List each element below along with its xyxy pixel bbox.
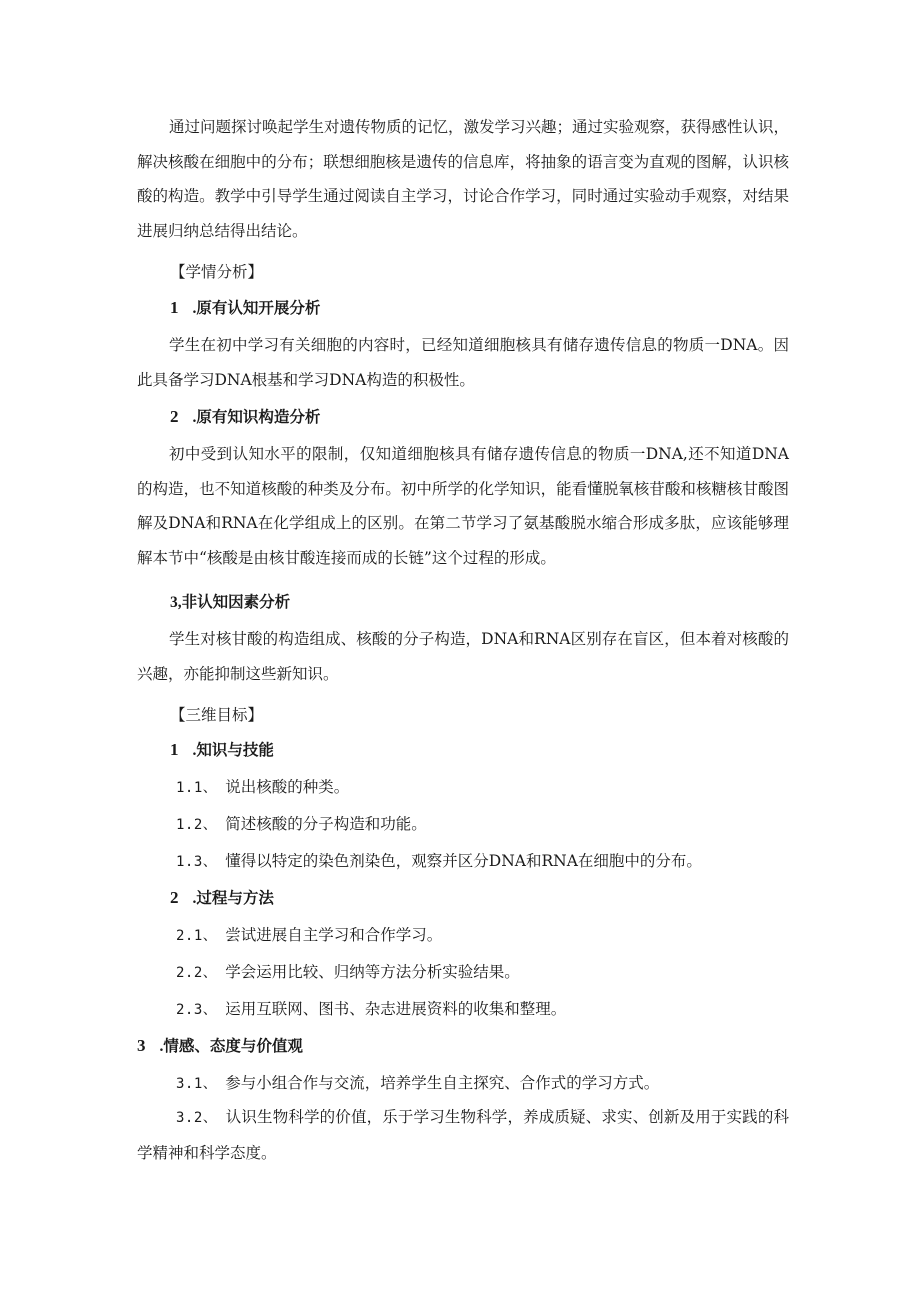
goal-text: .情感、态度与价值观 — [159, 1038, 303, 1055]
goal-item — [176, 925, 442, 946]
section-heading-learner-analysis: 【学情分析】 — [170, 263, 264, 281]
goal-item-text: 简述核酸的分子构造和功能。 — [225, 815, 427, 833]
goal-number: 3 — [137, 1036, 146, 1055]
subheading-text: 3,非认知因素分析 — [170, 594, 291, 611]
goal-item-text: 参与小组合作与交流，培养学生自主探究、合作式的学习方式。 — [225, 1074, 660, 1092]
subheading-2 — [170, 407, 320, 428]
goal-item-number: 1.2、 — [176, 817, 218, 833]
goal-item — [176, 962, 520, 983]
goal-item-number: 1.3、 — [176, 854, 218, 870]
goal-item — [176, 1073, 659, 1094]
goal-heading-2 — [170, 888, 274, 909]
goal-text: .过程与方法 — [192, 890, 274, 907]
goal-item-text: 懂得以特定的染色剂染色，观察并区分DNA和RNA在细胞中的分布。 — [225, 852, 702, 870]
goal-item-text: 尝试进展自主学习和合作学习。 — [225, 926, 443, 944]
goal-item — [176, 777, 349, 798]
subheading-1 — [170, 298, 320, 319]
goal-item — [176, 851, 702, 872]
goal-item-number: 2.1、 — [176, 928, 218, 944]
goal-number: 1 — [170, 740, 179, 759]
goal-item-number: 3.1、 — [176, 1076, 218, 1092]
paragraph-noncognitive: 学生对核甘酸的构造组成、核酸的分子构造，DNA和RNA区别存在盲区，但本着对核酸的兴趣，亦能抑制这些新知识。 — [137, 630, 789, 683]
goal-item-wrapped — [137, 1100, 789, 1170]
subheading-text: .原有认知开展分析 — [192, 300, 321, 317]
paragraph-knowledge-structure: 初中受到认知水平的限制，仅知道细胞核具有储存遗传信息的物质一DNA,还不知道DNA的构造，也不知道核酸的种类及分布。初中所学的化学知识，能看懂脱氧核苷酸和核糖核甘酸图解及DNA和RNA在化学组成上的区别。在第二节学习了氨基酸脱水缩合形成多肽，应该能够理解本节中“核酸是由核甘酸连接而成的长链”这个过程的形成。 — [137, 445, 789, 567]
goal-item-number: 3.2、 — [176, 1110, 218, 1126]
subheading-3 — [170, 592, 290, 613]
goal-item-text: 认识生物科学的价值，乐于学习生物科学，养成质疑、求实、创新及用于实践的科学精神和科学态度。 — [137, 1108, 789, 1162]
subheading-number: 2 — [170, 407, 179, 426]
goal-item — [176, 999, 566, 1020]
paragraph-cognition: 学生在初中学习有关细胞的内容时，已经知道细胞核具有储存遗传信息的物质一DNA。因此具备学习DNA根基和学习DNA构造的积极性。 — [137, 336, 789, 389]
goal-item-number: 2.3、 — [176, 1002, 218, 1018]
goal-item-text: 说出核酸的种类。 — [225, 778, 350, 796]
goal-item-text: 运用互联网、图书、杂志进展资料的收集和整理。 — [225, 1000, 567, 1018]
goal-item-number: 2.2、 — [176, 965, 218, 981]
subheading-text: .原有知识构造分析 — [192, 409, 321, 426]
goal-number: 2 — [170, 888, 179, 907]
goal-item-text: 学会运用比较、归纳等方法分析实验结果。 — [225, 963, 520, 981]
goal-item — [176, 814, 427, 835]
goal-heading-1 — [170, 740, 274, 761]
subheading-number: 1 — [170, 298, 179, 317]
intro-paragraph: 通过问题探讨唤起学生对遗传物质的记忆，激发学习兴趣；通过实验观察，获得感性认识，解决核酸在细胞中的分布；联想细胞核是遗传的信息库，将抽象的语言变为直观的图解，认识核酸的构造。教学中引导学生通过阅读自主学习，讨论合作学习，同时通过实验动手观察，对结果进展归纳总结得出结论。 — [137, 118, 790, 240]
section-heading-three-goals: 【三维目标】 — [170, 706, 264, 724]
goal-heading-3 — [137, 1036, 303, 1057]
goal-text: .知识与技能 — [192, 742, 274, 759]
goal-item-number: 1.1、 — [176, 780, 218, 796]
